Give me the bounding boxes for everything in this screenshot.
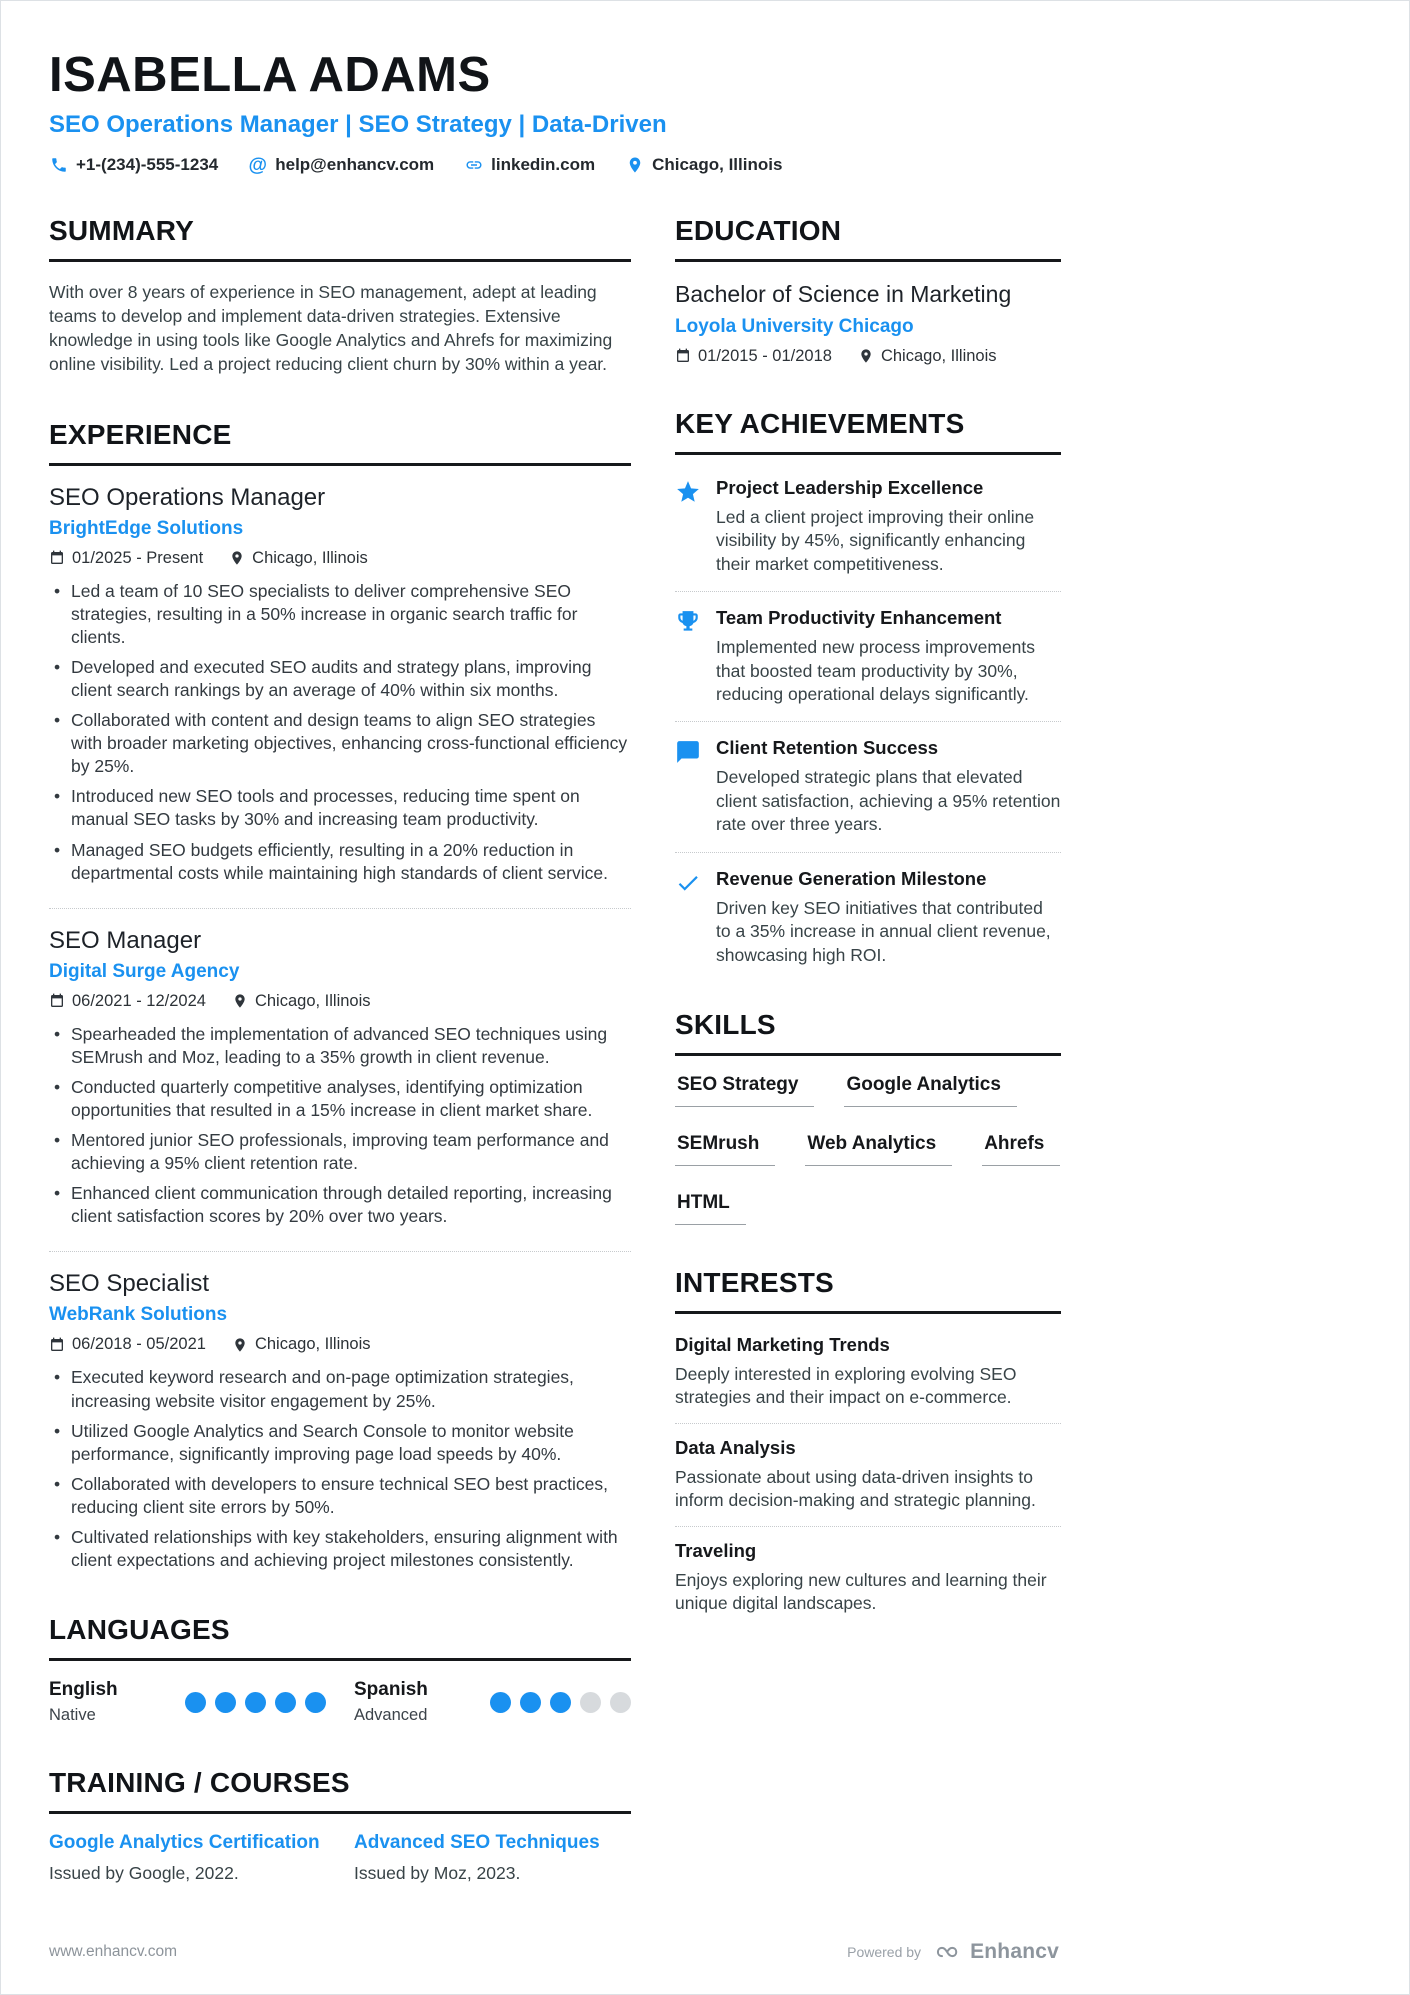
- trophy-icon: [675, 607, 702, 706]
- page-footer: [49, 1940, 1059, 1964]
- star-icon: [675, 477, 702, 576]
- contact-email[interactable]: [248, 155, 434, 175]
- bullet-item: • Managed SEO budgets efficiently, resulting in a 20% reduction in departmental costs while maintaining high standards of client service.: [49, 839, 631, 885]
- bullet-item: • Spearheaded the implementation of advanced SEO techniques using SEMrush and Moz, leading to a 35% growth in client revenue.: [49, 1023, 631, 1069]
- contact-email-text: help@enhancv.com: [275, 155, 435, 174]
- summary-heading: SUMMARY: [49, 215, 631, 262]
- contact-phone: [49, 155, 218, 175]
- level-dot: [610, 1692, 631, 1713]
- location-pin-icon: [625, 156, 644, 175]
- bullet-item: • Introduced new SEO tools and processes, reducing time spent on manual SEO tasks by 30% and increasing team productivity.: [49, 785, 631, 831]
- experience-heading: EXPERIENCE: [49, 419, 631, 466]
- candidate-name: ISABELLA ADAMS: [49, 48, 491, 102]
- education-dates-text: 01/2015 - 01/2018: [698, 346, 832, 365]
- contact-location-text: Chicago, Illinois: [652, 155, 783, 174]
- columns: [49, 215, 1361, 1926]
- summary-text: With over 8 years of experience in SEO management, adept at leading teams to develop and implement data-driven strategies. Extensive knowledge in using tools like Google Analytics and Ahrefs for maximizing online visibility. Led a project reducing client churn by 30% within a year.: [49, 282, 613, 375]
- job-location-text: Chicago, Illinois: [254, 991, 371, 1010]
- language-level-label: Native: [49, 1706, 96, 1725]
- location-pin-icon: [232, 1337, 248, 1353]
- achievement-description: Driven key SEO initiatives that contributed to a 35% increase in annual client revenue, showcasing high ROI.: [716, 897, 1051, 965]
- bullet-item: • Enhanced client communication through detailed reporting, increasing client satisfaction scores by 20% over two years.: [49, 1182, 631, 1228]
- achievement-title: Revenue Generation Milestone: [716, 867, 987, 889]
- job-bullets: [49, 580, 631, 885]
- interest-description: Deeply interested in exploring evolving SEO strategies and their impact on e-commerce.: [675, 1364, 1017, 1408]
- job-bullets: [49, 1023, 631, 1229]
- candidate-headline: SEO Operations Manager | SEO Strategy | Data-Driven: [49, 111, 667, 138]
- experience-entry: [49, 484, 631, 909]
- calendar-icon: [49, 993, 65, 1009]
- skill-item: SEMrush: [675, 1133, 775, 1166]
- contact-link[interactable]: [464, 155, 595, 175]
- experience-section: [49, 419, 631, 1573]
- level-dot: [215, 1692, 236, 1713]
- interest-entry: [675, 1527, 1061, 1629]
- achievement-description: Developed strategic plans that elevated client satisfaction, achieving a 95% retention rate over three years.: [716, 767, 1061, 835]
- achievement-entry: [675, 853, 1061, 967]
- bullet-item: • Executed keyword research and on-page optimization strategies, increasing website visitor engagement by 25%.: [49, 1366, 631, 1412]
- job-bullets: [49, 1366, 631, 1572]
- training-heading: TRAINING / COURSES: [49, 1767, 631, 1814]
- skill-item: Web Analytics: [805, 1133, 952, 1166]
- skill-item: Ahrefs: [982, 1133, 1060, 1166]
- skill-item: SEO Strategy: [675, 1074, 814, 1107]
- bullet-item: • Collaborated with content and design teams to align SEO strategies with broader marketing objectives, enhancing cross-functional efficiency by 25%.: [49, 709, 631, 778]
- bullet-item: • Cultivated relationships with key stakeholders, ensuring alignment with client expectations and achieving project milestones consistently.: [49, 1526, 631, 1572]
- education-heading: EDUCATION: [675, 215, 1061, 262]
- interest-description: Passionate about using data-driven insights to inform decision-making and strategic planning.: [675, 1466, 1036, 1511]
- achievements-section: [675, 408, 1061, 967]
- achievement-body: [716, 868, 1061, 967]
- location-pin-icon: [229, 550, 245, 566]
- skills-list: [675, 1074, 1061, 1225]
- language-entry: [354, 1679, 631, 1725]
- achievement-description: Led a client project improving their online visibility by 45%, significantly enhancing their market competitiveness.: [716, 506, 1035, 574]
- training-section: [49, 1767, 631, 1884]
- achievement-title: Project Leadership Excellence: [716, 476, 984, 498]
- location-pin-icon: [232, 993, 248, 1009]
- job-location: [232, 992, 371, 1011]
- language-name: English: [49, 1679, 118, 1701]
- experience-entry: [49, 927, 631, 1253]
- enhancv-brand-name: Enhancv: [970, 1940, 1059, 1963]
- language-level-dots: [185, 1692, 326, 1713]
- level-dot: [550, 1692, 571, 1713]
- contact-row: [49, 155, 1361, 175]
- level-dot: [275, 1692, 296, 1713]
- calendar-icon: [675, 348, 691, 364]
- job-title: SEO Manager: [49, 926, 202, 954]
- languages-heading: LANGUAGES: [49, 1614, 631, 1661]
- job-dates: [49, 1335, 206, 1354]
- achievement-title: Team Productivity Enhancement: [716, 607, 1002, 629]
- achievement-entry: [675, 722, 1061, 852]
- achievement-entry: [675, 473, 1061, 592]
- interest-title: Digital Marketing Trends: [675, 1334, 890, 1355]
- course-description: Issued by Moz, 2023.: [354, 1863, 521, 1884]
- course-title: Advanced SEO Techniques: [354, 1832, 600, 1854]
- language-labels: [49, 1679, 118, 1725]
- link-icon: [464, 156, 483, 175]
- enhancv-brand[interactable]: [933, 1940, 1059, 1964]
- education-location: [858, 347, 997, 366]
- calendar-icon: [49, 1337, 65, 1353]
- left-column: [49, 215, 631, 1926]
- bullet-item: • Developed and executed SEO audits and strategy plans, improving client search rankings by an average of 40% within six months.: [49, 656, 631, 702]
- level-dot: [185, 1692, 206, 1713]
- interest-entry: [675, 1424, 1061, 1527]
- interests-section: [675, 1267, 1061, 1629]
- interests-heading: INTERESTS: [675, 1267, 1061, 1314]
- phone-icon: [49, 156, 68, 175]
- level-dot: [490, 1692, 511, 1713]
- language-level-label: Advanced: [354, 1706, 428, 1725]
- enhancv-website-link[interactable]: www.enhancv.com: [49, 1943, 178, 1960]
- bullet-item: • Utilized Google Analytics and Search Console to monitor website performance, significantly improving page load speeds by 40%.: [49, 1420, 631, 1466]
- education-dates: [675, 347, 832, 366]
- language-labels: [354, 1679, 428, 1725]
- skill-item: HTML: [675, 1192, 746, 1225]
- education-meta: [675, 347, 1061, 366]
- job-meta: [49, 992, 631, 1011]
- achievement-entry: [675, 592, 1061, 722]
- level-dot: [520, 1692, 541, 1713]
- powered-by-label: Powered by: [847, 1944, 922, 1960]
- interest-entry: [675, 1332, 1061, 1424]
- job-title: SEO Specialist: [49, 1270, 210, 1298]
- achievement-body: [716, 607, 1061, 706]
- achievement-body: [716, 737, 1061, 836]
- contact-phone-text: +1-(234)-555-1234: [76, 155, 219, 174]
- job-dates: [49, 992, 206, 1011]
- interest-title: Traveling: [675, 1539, 757, 1561]
- course-entry: [354, 1832, 631, 1884]
- job-dates: [49, 549, 203, 568]
- enhancv-logo-icon: [933, 1941, 963, 1963]
- contact-location: [625, 155, 782, 175]
- bullet-item: • Collaborated with developers to ensure technical SEO best practices, reducing client site errors by 50%.: [49, 1473, 631, 1519]
- job-meta: [49, 1335, 631, 1354]
- chat-icon: [675, 737, 702, 836]
- courses-grid: [49, 1832, 631, 1884]
- company-name: WebRank Solutions: [49, 1304, 228, 1326]
- summary-section: [49, 215, 631, 377]
- company-name: Digital Surge Agency: [49, 960, 240, 982]
- job-dates-text: 06/2018 - 05/2021: [72, 1335, 206, 1354]
- languages-grid: [49, 1679, 631, 1725]
- level-dot: [580, 1692, 601, 1713]
- school-name: Loyola University Chicago: [675, 315, 914, 337]
- resume-header: [49, 47, 1361, 175]
- job-meta: [49, 549, 631, 568]
- achievements-heading: KEY ACHIEVEMENTS: [675, 408, 1061, 455]
- location-pin-icon: [858, 348, 874, 364]
- at-icon: @: [248, 154, 267, 176]
- language-level-dots: [490, 1692, 631, 1713]
- job-location: [232, 1335, 371, 1354]
- job-location-text: Chicago, Illinois: [252, 548, 368, 567]
- powered-by: [847, 1940, 1059, 1964]
- contact-link-text: linkedin.com: [491, 155, 596, 174]
- course-title: Google Analytics Certification: [49, 1832, 320, 1854]
- bullet-item: • Led a team of 10 SEO specialists to deliver comprehensive SEO strategies, resulting in a 50% increase in organic search traffic for clients.: [49, 580, 631, 649]
- check-icon: [675, 868, 702, 967]
- skill-item: Google Analytics: [844, 1074, 1017, 1107]
- education-location-text: Chicago, Illinois: [880, 346, 997, 365]
- education-section: [675, 215, 1061, 366]
- language-name: Spanish: [354, 1679, 428, 1701]
- skills-section: [675, 1009, 1061, 1225]
- level-dot: [245, 1692, 266, 1713]
- bullet-item: • Conducted quarterly competitive analyses, identifying optimization opportunities that resulted in a 15% increase in client market share.: [49, 1076, 631, 1122]
- achievement-title: Client Retention Success: [716, 737, 939, 759]
- languages-section: [49, 1614, 631, 1725]
- skills-heading: SKILLS: [675, 1009, 1061, 1056]
- right-column: [675, 215, 1061, 1926]
- experience-entry: [49, 1270, 631, 1572]
- course-description: Issued by Google, 2022.: [49, 1863, 239, 1884]
- achievement-description: Implemented new process improvements that boosted team productivity by 30%, reducing operational delays significantly.: [716, 637, 1036, 704]
- job-dates-text: 01/2025 - Present: [72, 548, 204, 567]
- job-dates-text: 06/2021 - 12/2024: [72, 991, 206, 1010]
- bullet-item: • Mentored junior SEO professionals, improving team performance and achieving a 95% client retention rate.: [49, 1129, 631, 1175]
- interest-description: Enjoys exploring new cultures and learning their unique digital landscapes.: [675, 1569, 1047, 1614]
- degree-title: Bachelor of Science in Marketing: [675, 281, 1012, 307]
- course-entry: [49, 1832, 326, 1884]
- calendar-icon: [49, 550, 65, 566]
- job-location: [229, 549, 368, 568]
- company-name: BrightEdge Solutions: [49, 517, 244, 539]
- interest-title: Data Analysis: [675, 1436, 796, 1458]
- level-dot: [305, 1692, 326, 1713]
- job-location-text: Chicago, Illinois: [254, 1335, 371, 1354]
- job-title: SEO Operations Manager: [49, 483, 326, 511]
- achievement-body: [716, 477, 1061, 576]
- language-entry: [49, 1679, 326, 1725]
